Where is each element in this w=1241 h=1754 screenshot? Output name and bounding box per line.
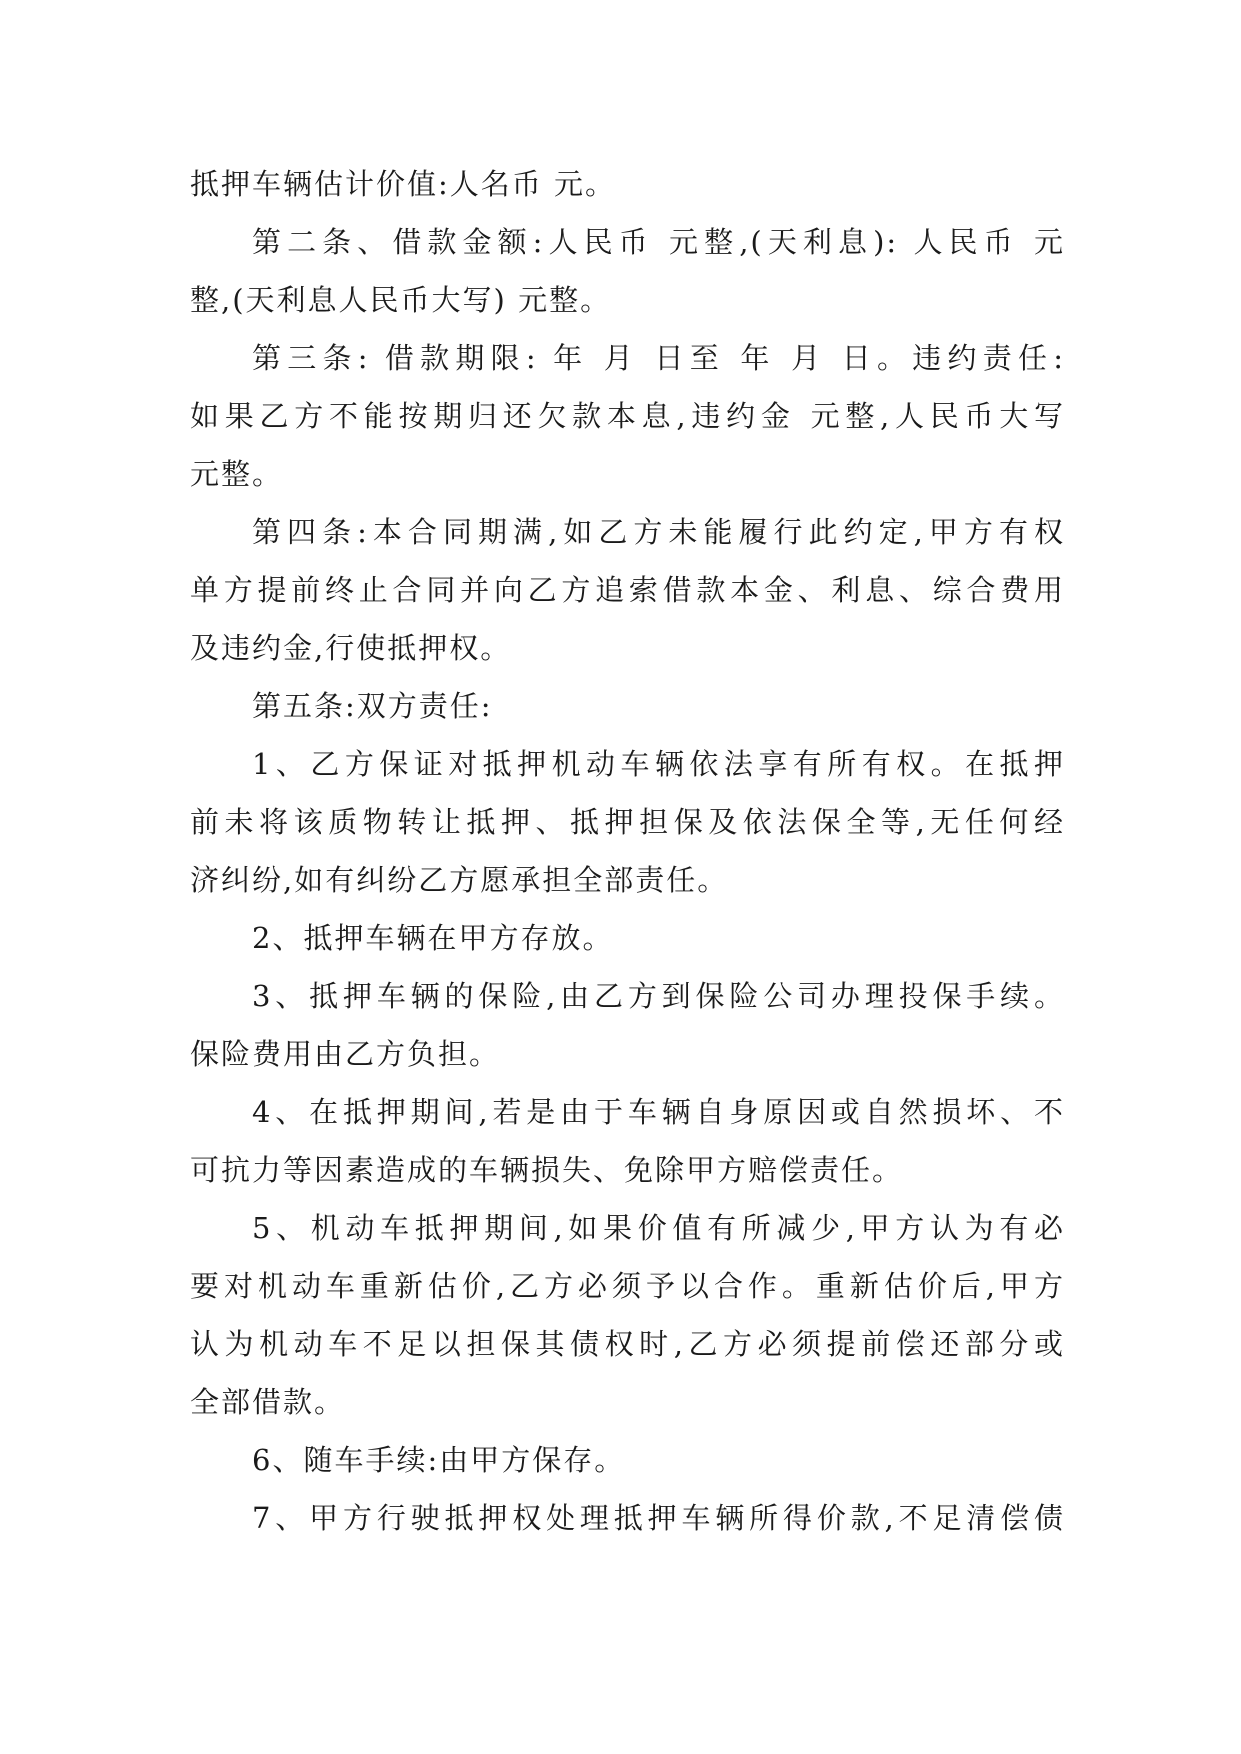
text-line: 第三条: 借款期限: 年 月 日至 年 月 日。违约责任: <box>252 341 1065 375</box>
text-line: 可抗力等因素造成的车辆损失、免除甲方赔偿责任。 <box>190 1153 904 1187</box>
text-line: 3、抵押车辆的保险,由乙方到保险公司办理投保手续。 <box>252 979 1065 1013</box>
text-line: 单方提前终止合同并向乙方追索借款本金、利息、综合费用 <box>190 573 1065 607</box>
text-line: 元整。 <box>190 457 284 491</box>
text-line: 认为机动车不足以担保其债权时,乙方必须提前偿还部分或 <box>190 1327 1065 1361</box>
text-line: 第五条:双方责任: <box>252 689 493 723</box>
text-line: 及违约金,行使抵押权。 <box>190 631 512 665</box>
text-line: 要对机动车重新估价,乙方必须予以合作。重新估价后,甲方 <box>190 1269 1065 1303</box>
text-line: 2、抵押车辆在甲方存放。 <box>252 921 614 955</box>
text-line: 保险费用由乙方负担。 <box>190 1037 501 1071</box>
text-line: 4、在抵押期间,若是由于车辆自身原因或自然损坏、不 <box>252 1095 1065 1129</box>
text-line: 全部借款。 <box>190 1385 346 1419</box>
text-line: 如果乙方不能按期归还欠款本息,违约金 元整,人民币大写 <box>190 399 1065 433</box>
text-line: 济纠纷,如有纠纷乙方愿承担全部责任。 <box>190 863 729 897</box>
text-line: 第二条、借款金额:人民币 元整,(天利息): 人民币 元 <box>252 225 1065 259</box>
text-line: 第四条:本合同期满,如乙方未能履行此约定,甲方有权 <box>252 515 1065 549</box>
text-line: 整,(天利息人民币大写) 元整。 <box>190 283 612 317</box>
text-line: 1、乙方保证对抵押机动车辆依法享有所有权。在抵押 <box>252 747 1065 781</box>
text-line: 抵押车辆估计价值:人名币 元。 <box>190 167 616 201</box>
text-line: 5、机动车抵押期间,如果价值有所减少,甲方认为有必 <box>252 1211 1065 1245</box>
text-line: 7、甲方行驶抵押权处理抵押车辆所得价款,不足清偿债 <box>252 1501 1065 1535</box>
text-line: 前未将该质物转让抵押、抵押担保及依法保全等,无任何经 <box>190 805 1065 839</box>
text-line: 6、随车手续:由甲方保存。 <box>252 1443 626 1477</box>
document-page <box>190 155 1065 1547</box>
